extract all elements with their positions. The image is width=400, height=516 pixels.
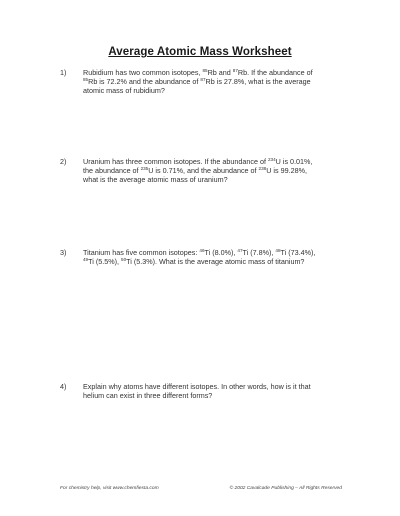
isotope-mass-number: 47 <box>237 248 243 253</box>
isotope-mass-number: 49 <box>83 256 89 262</box>
question-text-segment: Rb is 72.2% and the abundance of <box>88 76 201 86</box>
question-text <box>83 249 348 267</box>
question-text-segment: U is 0.71%, and the abundance of <box>148 165 259 175</box>
isotope-mass-number: 238 <box>258 165 267 171</box>
question-text <box>83 69 348 96</box>
question-line <box>83 258 348 267</box>
footer-copyright: © 2002 Cavalcade Publishing – All Rights Reserved <box>229 486 342 491</box>
question-number: 2) <box>60 157 67 166</box>
isotope-mass-number: 85 <box>202 68 208 73</box>
question-text-segment: U is 0.01%, <box>275 157 313 166</box>
isotope-mass-number: 87 <box>232 68 238 73</box>
question-text-segment: Uranium has three common isotopes. If the abundance of <box>83 157 268 166</box>
question-text-segment: Ti (7.8%), <box>242 248 276 257</box>
isotope-mass-number: 235 <box>140 165 149 171</box>
question-text-segment: what is the average atomic mass of uranium? <box>83 174 228 184</box>
question-line <box>83 392 348 401</box>
footer-help-text: For chemistry help, visit www.chemfiesta.com <box>60 486 159 491</box>
question-text <box>83 158 348 185</box>
isotope-mass-number: 46 <box>199 248 205 253</box>
question-text-segment: Rb. If the abundance of <box>237 68 313 77</box>
question-line <box>83 87 348 96</box>
question-number: 1) <box>60 68 67 77</box>
question-text-segment: Ti (73.4%), <box>280 248 316 257</box>
question-text-segment: Rb is 27.8%, what is the average <box>205 76 311 86</box>
question-text-segment: atomic mass of rubidium? <box>83 85 165 95</box>
isotope-mass-number: 50 <box>121 256 127 262</box>
question-text-segment: Ti (8.0%), <box>204 248 238 257</box>
question-text-segment: Rubidium has two common isotopes, <box>83 68 203 77</box>
question-text-segment: helium can exist in three different forms? <box>83 390 213 400</box>
isotope-mass-number: 87 <box>200 76 206 82</box>
isotope-mass-number: 234 <box>267 157 276 162</box>
question-number: 3) <box>60 248 67 257</box>
isotope-mass-number: 48 <box>275 248 281 253</box>
question-text-segment: Explain why atoms have different isotopes. In other words, how is it that <box>83 382 311 391</box>
question-number: 4) <box>60 382 67 391</box>
worksheet-title: Average Atomic Mass Worksheet <box>108 46 292 58</box>
question-text-segment: the abundance of <box>83 165 141 175</box>
question-text-segment: Ti (5.3%). What is the average atomic mass of titanium? <box>126 256 305 266</box>
question-text-segment: U is 99.28%, <box>266 165 307 175</box>
question-text-segment: Rb and <box>207 68 233 77</box>
question-text <box>83 383 348 401</box>
isotope-mass-number: 85 <box>83 76 89 82</box>
question-text-segment: Titanium has five common isotopes: <box>83 248 200 257</box>
question-line <box>83 176 348 185</box>
question-text-segment: Ti (5.5%), <box>88 256 122 266</box>
